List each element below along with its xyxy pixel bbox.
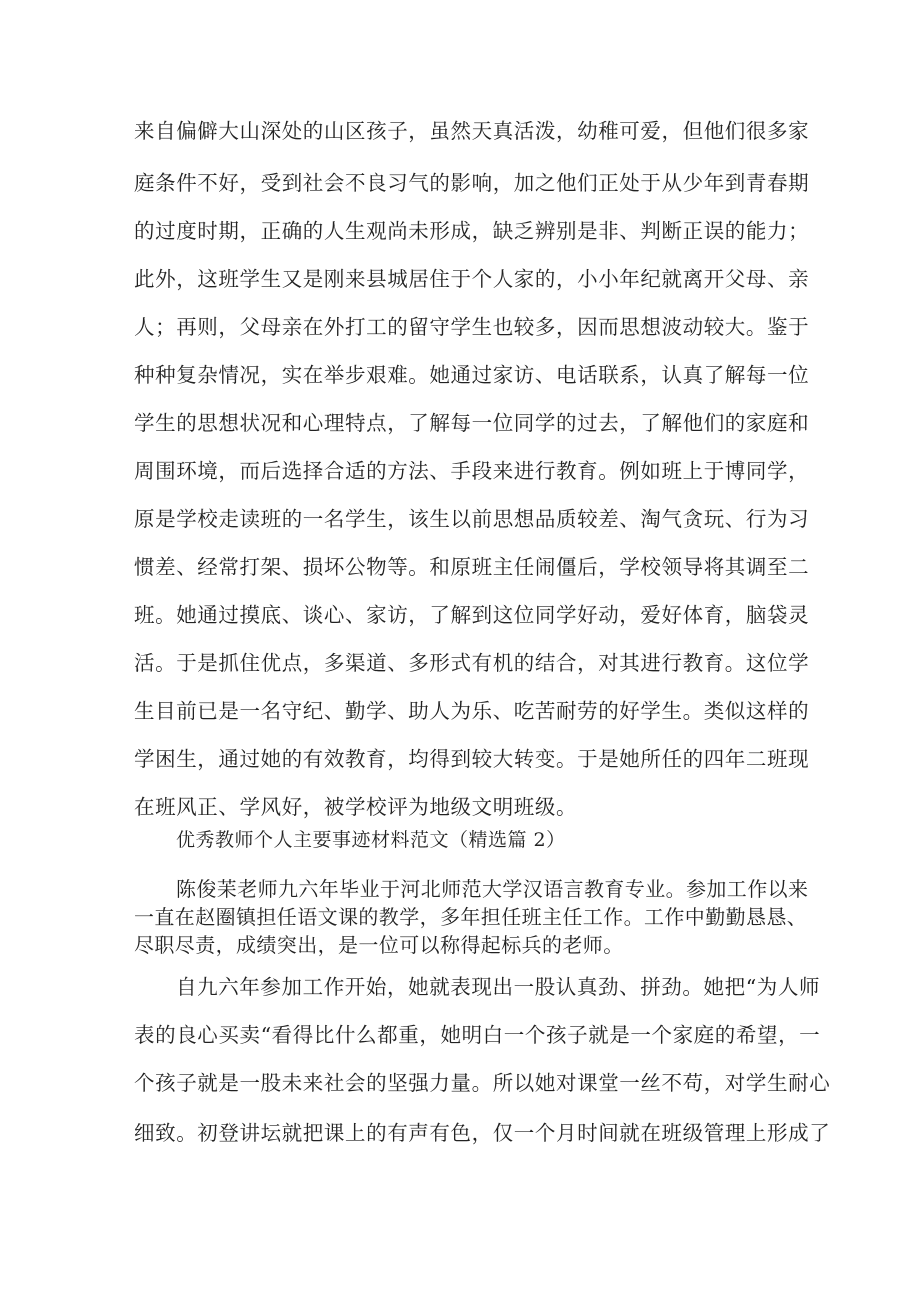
paragraph-line: 在班风正、学风好，被学校评为地级文明班级。 <box>134 795 578 819</box>
paragraph-line: 自九六年参加工作开始，她就表现出一股认真劲、拼劲。她把“为人师 <box>176 975 821 999</box>
paragraph-line: 种种复杂情况，实在举步艰难。她通过家访、电话联系，认真了解每一位 <box>134 363 810 387</box>
paragraph-line: 细致。初登讲坛就把课上的有声有色，仅一个月时间就在班级管理上形成了 <box>134 1121 831 1145</box>
paragraph-line: 人；再则，父母亲在外打工的留守学生也较多，因而思想波动较大。鉴于 <box>134 315 810 339</box>
paragraph-line: 生目前已是一名守纪、勤学、助人为乐、吃苦耐劳的好学生。类似这样的 <box>134 699 810 723</box>
paragraph-line: 活。于是抓住优点，多渠道、多形式有机的结合，对其进行教育。这位学 <box>134 651 810 675</box>
section-heading: 优秀教师个人主要事迹材料范文（精选篇 2） <box>176 829 566 851</box>
paragraph-line: 学困生，通过她的有效教育，均得到较大转变。于是她所任的四年二班现 <box>134 747 810 771</box>
paragraph-line: 原是学校走读班的一名学生，该生以前思想品质较差、淘气贪玩、行为习 <box>134 507 810 531</box>
paragraph-line: 惯差、经常打架、损坏公物等。和原班主任闹僵后，学校领导将其调至二 <box>134 555 810 579</box>
paragraph-line: 庭条件不好，受到社会不良习气的影响，加之他们正处于从少年到青春期 <box>134 171 810 195</box>
paragraph-line: 学生的思想状况和心理特点，了解每一位同学的过去，了解他们的家庭和 <box>134 411 810 435</box>
paragraph-line: 此外，这班学生又是刚来县城居住于个人家的，小小年纪就离开父母、亲 <box>134 267 810 291</box>
paragraph-line: 一直在赵圈镇担任语文课的教学，多年担任班主任工作。工作中勤勤恳恳、 <box>134 905 808 929</box>
paragraph-line: 的过度时期，正确的人生观尚未形成，缺乏辨别是非、判断正误的能力； <box>134 219 810 243</box>
paragraph-line: 个孩子就是一股未来社会的坚强力量。所以她对课堂一丝不苟，对学生耐心 <box>134 1071 831 1095</box>
paragraph-line: 尽职尽责，成绩突出，是一位可以称得起标兵的老师。 <box>134 933 624 957</box>
paragraph-line: 来自偏僻大山深处的山区孩子，虽然天真活泼，幼稚可爱，但他们很多家 <box>134 119 810 143</box>
paragraph-line: 表的良心买卖“看得比什么都重，她明白一个孩子就是一个家庭的希望，一 <box>134 1023 821 1047</box>
paragraph-line: 陈俊苿老师九六年毕业于河北师范大学汉语言教育专业。参加工作以来 <box>176 877 809 901</box>
paragraph-line: 周围环境，而后选择合适的方法、手段来进行教育。例如班上于博同学， <box>134 459 810 483</box>
paragraph-line: 班。她通过摸底、谈心、家访，了解到这位同学好动，爱好体育，脑袋灵 <box>134 603 810 627</box>
